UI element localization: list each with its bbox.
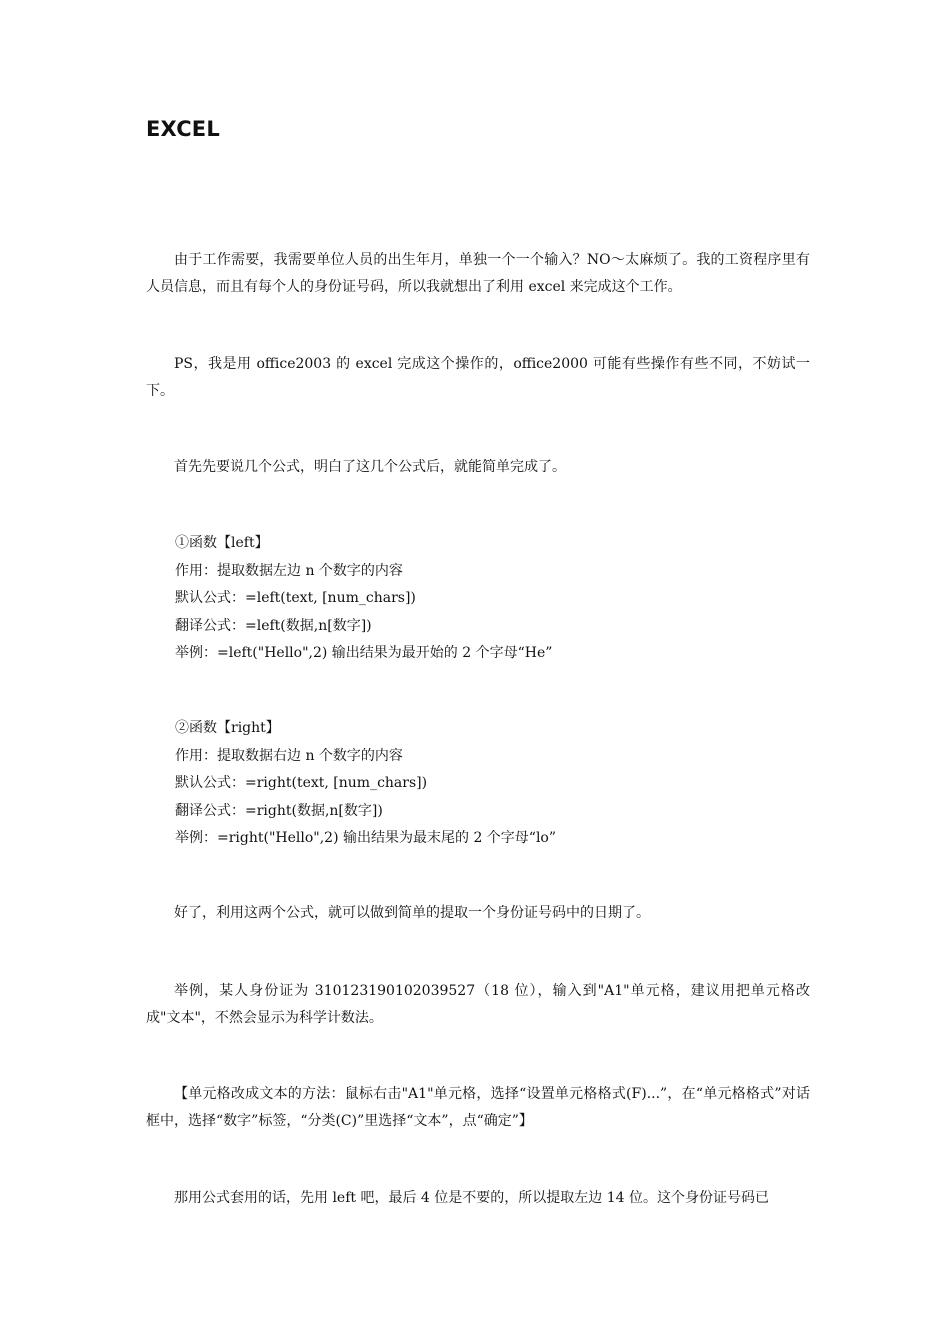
paragraph-id-example: 举例，某人身份证为 310123190102039527（18 位），输入到"A1"单元格，建议用把单元格改成"文本"，不然会显示为科学计数法。 xyxy=(146,983,810,1026)
paragraph-formulas-intro: 首先先要说几个公式，明白了这几个公式后，就能简单完成了。 xyxy=(174,459,566,475)
function-left-default-formula: 默认公式：=left(text, [num_chars]) xyxy=(175,590,416,606)
function-left-heading: ①函数【left】 xyxy=(175,535,269,551)
function-left-example: 举例：=left("Hello",2) 输出结果为最开始的 2 个字母“He” xyxy=(175,645,553,661)
paragraph-summary: 好了，利用这两个公式，就可以做到简单的提取一个身份证号码中的日期了。 xyxy=(174,905,650,921)
function-right-heading: ②函数【right】 xyxy=(175,720,280,736)
paragraph-text-format-method: 【单元格改成文本的方法：鼠标右击"A1"单元格，选择“设置单元格格式(F)...”，在“单元格格式”对话框中，选择“数字”标签，“分类(C)”里选择“文本”，点“确定”】 xyxy=(146,1086,810,1129)
function-right-default-formula: 默认公式：=right(text, [num_chars]) xyxy=(175,775,428,791)
function-left-purpose: 作用：提取数据左边 n 个数字的内容 xyxy=(175,562,403,579)
function-left-block xyxy=(175,530,815,668)
function-right-translated-formula: 翻译公式：=right(数据,n[数字]) xyxy=(175,802,383,819)
function-right-purpose: 作用：提取数据右边 n 个数字的内容 xyxy=(175,747,403,764)
paragraph-apply-formula: 那用公式套用的话，先用 left 吧，最后 4 位是不要的，所以提取左边 14 位。这个身份证号码已 xyxy=(174,1190,769,1206)
paragraph-intro: 由于工作需要，我需要单位人员的出生年月，单独一个一个输入？NO～太麻烦了。我的工资程序里有人员信息，而且有每个人的身份证号码，所以我就想出了利用 excel 来完成这个工作。 xyxy=(146,252,810,295)
document-title: EXCEL xyxy=(146,117,220,141)
function-right-example: 举例：=right("Hello",2) 输出结果为最末尾的 2 个字母“lo” xyxy=(175,830,557,846)
function-right-block xyxy=(175,715,815,853)
paragraph-ps: PS，我是用 office2003 的 excel 完成这个操作的，office2000 可能有些操作有些不同，不妨试一下。 xyxy=(146,356,810,399)
function-left-translated-formula: 翻译公式：=left(数据,n[数字]) xyxy=(175,617,372,634)
